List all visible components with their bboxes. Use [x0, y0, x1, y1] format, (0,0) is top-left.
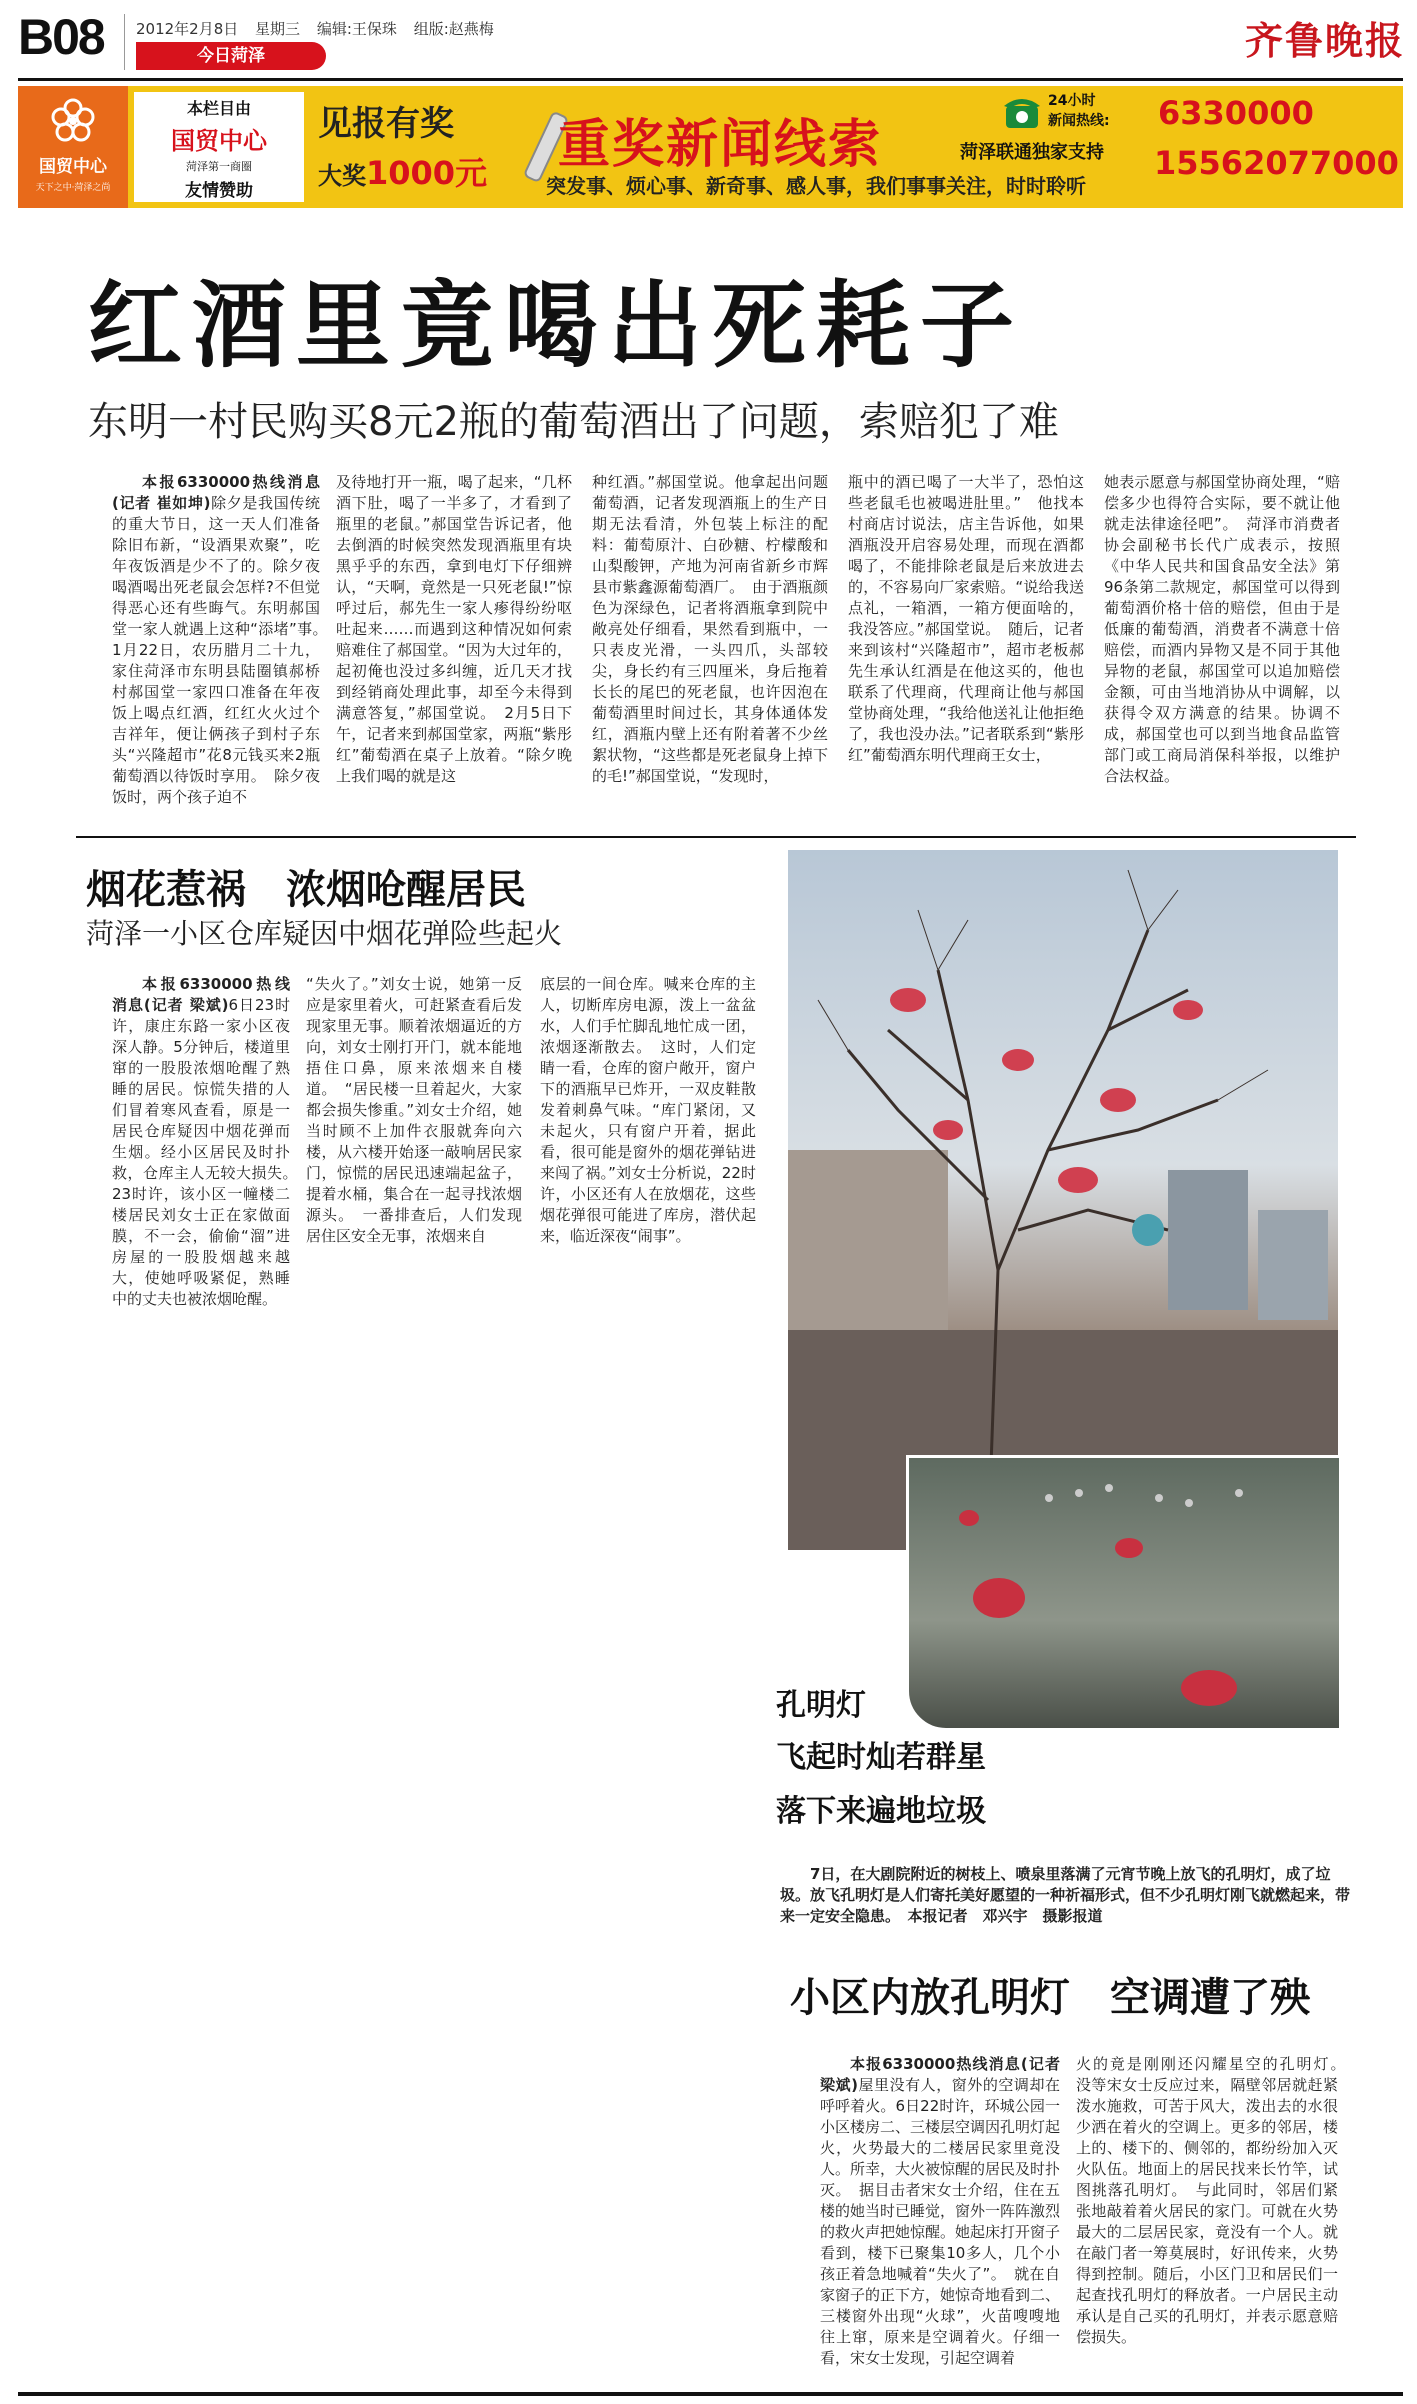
- photo-caption-text: 7日，在大剧院附近的树枝上、喷泉里落满了元宵节晚上放飞的孔明灯，成了垃圾。放飞孔明灯是人们寄托美好愿望的一种祈福形式，但不少孔明灯刚飞就燃起来，带来一定安全隐患。 本报记者 邓兴宇 摄影报道: [780, 1865, 1351, 1925]
- sponsor-line4: 友情赞助: [185, 181, 253, 201]
- story2-subhead: 菏泽一小区仓库疑因中烟花弹险些起火: [86, 917, 563, 950]
- story1-col4-text: 瓶中的酒已喝了一大半了，恐怕这些老鼠毛也被喝进肚里。” 他找本村商店讨说法，店主告诉他，如果酒瓶没开启容易处理，而现在酒都喝了，不能排除老鼠是后来放进去的，不容易向厂家索赔。“说给我送点礼，一箱酒，一箱方便面啥的，我没答应。”郝国堂说。 随后，记者来到该村“兴隆超市”，超市老板郝先生承认红酒是在他这买的，他也联系了代理商，代理商让他与郝国堂协商处理，“我给他送礼让他拒绝了，我也没办法。”记者联系到“紫彤红”葡萄酒东明代理商王女士，: [848, 473, 1084, 764]
- story3-lead: 本报6330000热线消息(记者 梁斌): [820, 2055, 1060, 2094]
- logo-name: 国贸中心: [39, 157, 107, 177]
- story3-headline: 小区内放孔明灯 空调遭了殃: [790, 1975, 1310, 2021]
- sponsor-tagline: 菏泽第一商圈: [186, 160, 252, 173]
- story2-column-1: [112, 974, 306, 1394]
- footer-rule: [18, 2392, 1403, 2396]
- reward-prefix: 大奖: [318, 162, 366, 190]
- story2-col3-text: 底层的一间仓库。喊来仓库的主人，切断库房电源，泼上一盆盆水，人们手忙脚乱地忙成一团，浓烟逐渐散去。 这时，人们定睛一看，仓库的窗户敞开，窗户下的酒瓶早已炸开，一双皮鞋散发着刺鼻气味。“库门紧闭，又未起火，只有窗户开着，据此看，很可能是窗外的烟花弹钻进来闯了祸。”刘女士分析说，22时许，小区还有人在放烟花，这些烟花弹很可能进了库房，潜伏起来，临近深夜“闹事”。: [540, 975, 756, 1245]
- header-divider: [124, 14, 125, 70]
- tree-lanterns-image: [788, 850, 1338, 1550]
- reward-value: 1000元: [366, 154, 488, 192]
- photo-caption: [780, 1864, 1360, 1927]
- masthead-logo: 齐鲁晚报: [1245, 18, 1406, 63]
- logo-tagline: 天下之中·菏泽之尚: [35, 183, 111, 193]
- hotline-title: 重奖新闻线索: [558, 115, 883, 175]
- story1-lead: 本报6330000热线消息(记者 崔如坤): [112, 473, 320, 512]
- telephone-icon: [1002, 92, 1042, 132]
- story1-col2-text: 及待地打开一瓶，喝了起来，“几杯酒下肚，喝了一半多了，才看到了瓶里的老鼠。”郝国堂告诉记者，他去倒酒的时候突然发现酒瓶里有块黑乎乎的东西，拿到电灯下仔细辨认，“天啊，竟然是一只死老鼠!”惊呼过后，郝先生一家人瘆得纷纷呕吐起来……而遇到这种情况如何索赔难住了郝国堂。“因为大过年的，起初俺也没过多纠缠，近几天才找到经销商处理此事，却至今未得到满意答复，”郝国堂说。 2月5日下午，记者来到郝国堂家，两瓶“紫彤红”葡萄酒在桌子上放着。“除夕晚上我们喝的就是这: [336, 473, 572, 785]
- hotline-subtitle: 突发事、烦心事、新奇事、感人事，我们事事关注，时时聆听: [546, 174, 1086, 198]
- fountain-photo-inset: [906, 1455, 1342, 1731]
- header-meta: [136, 18, 506, 39]
- story1-col1-text: 除夕是我国传统的重大节日，这一天人们准备除旧布新，“设酒果欢聚”，吃年夜饭酒是少不了的。除夕夜喝酒喝出死老鼠会怎样?不但觉得恶心还有些晦气。东明郝国堂一家人就遇上这种“添堵”事。 1月22日，农历腊月二十九，家住菏泽市东明县陆圈镇郝桥村郝国堂一家四口准备在年夜饭上喝点红酒，红红火火过个吉祥年，便让俩孩子到村子东头“兴隆超市”花8元钱买来2瓶葡萄酒以待饭时享用。 除夕夜饭时，两个孩子迫不: [112, 494, 336, 806]
- story2-headline: 烟花惹祸 浓烟呛醒居民: [86, 867, 526, 913]
- story3-col2-text: 火的竟是刚刚还闪耀星空的孔明灯。 没等宋女士反应过来，隔壁邻居就赶紧泼水施救，可苦于风大，泼出去的水很少洒在着火的空调上。更多的邻居，楼上的、楼下的、侧邻的，都纷纷加入灭火队伍。地面上的居民找来长竹竿，试图挑落孔明灯。 与此同时，邻居们紧张地敲着着火居民的家门。可就在火势最大的二层居民家，竟没有一个人。就在敲门者一筹莫展时，好讯传来，火势得到控制。随后，小区门卫和居民们一起查找孔明灯的释放者。一户居民主动承认是自己买的孔明灯，并表示愿意赔偿损失。: [1076, 2055, 1354, 2346]
- main-headline: 红酒里竟喝出死耗子: [88, 271, 1025, 381]
- ad-banner[interactable]: [18, 86, 1403, 208]
- story1-col3-text: 种红酒。”郝国堂说。他拿起出问题葡萄酒，记者发现酒瓶上的生产日期无法看清，外包装上标注的配料：葡萄原汁、白砂糖、柠檬酸和山梨酸钾，产地为河南省新乡市辉县市紫鑫源葡萄酒厂。 由于酒瓶颜色为深绿色，记者将酒瓶拿到院中敞亮处仔细看，果然看到瓶中，一只表皮光滑，一头四爪，头部较尖，身长约有三四厘米，身后拖着长长的尾巴的死老鼠，也许因泡在葡萄酒里时间过长，其身体通体发红，酒瓶内壁上还有附着著不少丝絮状物，“这些都是死老鼠身上掉下的毛!”郝国堂说，“发现时，: [592, 473, 828, 785]
- editor-credit: 编辑:王保珠: [316, 20, 397, 38]
- photo-title-line3: 落下来遍地垃圾: [776, 1794, 986, 1829]
- story2-column-2: [306, 974, 522, 1394]
- story2-col2-text: “失火了。”刘女士说，她第一反应是家里着火，可赶紧查看后发现家里无事。顺着浓烟逼近的方向，刘女士刚打开门，就本能地捂住口鼻，原来浓烟来自楼道。 “居民楼一旦着起火，大家都会损失惨重。”刘女士介绍，她当时顾不上加件衣服就奔向六楼，从六楼开始逐一敲响居民家门，惊慌的居民迅速端起盆子，提着水桶，集合在一起寻找浓烟源头。 一番排查后，人们发现居住区安全无事，浓烟来自: [306, 975, 522, 1245]
- hotline-mobile[interactable]: 15562077000: [1154, 144, 1399, 182]
- page-number: B08: [18, 9, 104, 65]
- story1-column-3: [592, 472, 828, 814]
- sponsor-box: [134, 92, 304, 202]
- story3-col1-text: 屋里没有人，窗外的空调却在呼呼着火。6日22时许，环城公园一小区楼房二、三楼层空调因孔明灯起火，火势最大的二楼居民家里竟没人。所幸，大火被惊醒的居民及时扑灭。 据目击者宋女士介绍，住在五楼的她当时已睡觉，窗外一阵阵激烈的救火声把她惊醒。她起床打开窗子看到，楼下已聚集10多人，几个小孩正着急地喊着“失火了”。 就在自家窗子的正下方，她惊奇地看到二、三楼窗外出现“火球”，火苗嗖嗖地往上窜，原来是空调着火。仔细一看，宋女士发现，引起空调着: [820, 2076, 1061, 2367]
- header-rule: [18, 78, 1403, 81]
- story-divider: [76, 836, 1356, 838]
- reward-amount: [318, 148, 487, 194]
- story2-column-3: [540, 974, 756, 1394]
- story1-column-5: [1104, 472, 1340, 814]
- story3-column-2: [1076, 2054, 1354, 2374]
- issue-weekday: 星期三: [255, 20, 301, 38]
- flower-logo-icon: [48, 96, 98, 146]
- hours-label: 24小时: [1048, 93, 1096, 109]
- story2-col1-text: 6日23时许，康庄东路一家小区夜深人静。5分钟后，楼道里窜的一股股浓烟呛醒了熟睡的居民。惊慌失措的人们冒着寒风查看，原是一居民仓库疑因中烟花弹而生烟。经小区居民及时扑救，仓库主人无较大损失。 23时许，该小区一幢楼二楼居民刘女士正在家做面膜，不一会，偷偷“溜”进房屋的一股股烟越来越大，使她呼吸紧促，熟睡中的丈夫也被浓烟呛醒。: [112, 996, 306, 1308]
- section-tab[interactable]: 今日菏泽: [136, 42, 326, 70]
- story1-column-2: [336, 472, 572, 814]
- unicom-support: 菏泽联通独家支持: [960, 142, 1104, 163]
- layout-credit: 组版:赵燕梅: [413, 20, 494, 38]
- lantern-photo: [788, 850, 1338, 1550]
- reward-text: 见报有奖: [318, 104, 454, 144]
- sponsor-logo: [18, 86, 128, 208]
- main-subhead: 东明一村民购买8元2瓶的葡萄酒出了问题，索赔犯了难: [88, 399, 1059, 445]
- story1-col5-text: 她表示愿意与郝国堂协商处理，“赔偿多少也得符合实际，要不就让他就走法律途径吧”。 菏泽市消费者协会副秘书长代广成表示，按照《中华人民共和国食品安全法》第96条第二款规定，郝国堂可以得到葡萄酒价格十倍的赔偿，但由于是低廉的葡萄酒，消费者不满意十倍赔偿，而酒内异物又是不同于其他异物的老鼠，郝国堂可以追加赔偿金额，可由当地消协从中调解，以获得令双方满意的结果。协调不成，郝国堂也可以到当地食品监管部门或工商局消保科举报，以维护合法权益。: [1104, 473, 1340, 785]
- story1-column-1: [112, 472, 336, 814]
- photo-title-line1: 孔明灯: [776, 1688, 866, 1723]
- photo-title-line2: 飞起时灿若群星: [776, 1740, 986, 1775]
- sponsor-line1: 本栏目由: [186, 99, 251, 118]
- story3-column-1: [820, 2054, 1060, 2374]
- hotline-number[interactable]: 6330000: [1158, 94, 1314, 132]
- hotline-label: 新闻热线:: [1048, 113, 1110, 129]
- fountain-lanterns-image: [909, 1458, 1339, 1728]
- story1-column-4: [848, 472, 1084, 814]
- issue-date: 2012年2月8日: [136, 20, 239, 38]
- sponsor-name: 国贸中心: [171, 127, 267, 155]
- story2-lead: 本报6330000热线消息(记者 梁斌): [112, 975, 290, 1014]
